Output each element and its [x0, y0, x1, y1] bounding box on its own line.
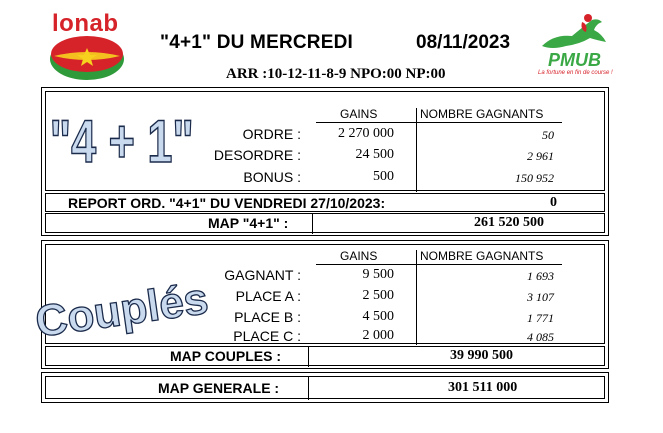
map-quatre-plus-un-value: 261 520 500	[474, 215, 544, 230]
row-label: GAGNANT :	[224, 267, 301, 283]
row-gagnants: 1 693	[527, 269, 554, 283]
row-gains: 500	[373, 169, 394, 184]
map-couples-value: 39 990 500	[450, 348, 513, 363]
row-gagnants: 3 107	[527, 290, 554, 304]
horse-rider-icon	[532, 12, 618, 54]
map-generale-label: MAP GENERALE :	[158, 380, 280, 396]
map-quatre-plus-un-divider	[312, 214, 313, 234]
row-label: PLACE C :	[233, 328, 301, 344]
pmub-logo	[532, 12, 618, 78]
row-label: DESORDRE :	[213, 147, 301, 163]
row-label: ORDRE :	[242, 126, 301, 142]
row-gains: 2 270 000	[338, 126, 394, 141]
page-title: "4+1" DU MERCREDI	[160, 32, 353, 53]
row-gains: 4 500	[362, 309, 394, 324]
lonab-logo-text: lonab	[52, 10, 119, 37]
map-generale-row	[45, 376, 605, 399]
map-generale-divider	[308, 377, 309, 400]
col-nombre-gagnants: NOMBRE GAGNANTS	[420, 107, 544, 121]
map-quatre-plus-un-label: MAP "4+1" :	[208, 215, 289, 231]
couples-emblem-text: Couplés	[32, 274, 212, 347]
couples-header-rule	[316, 264, 562, 265]
row-label: PLACE B :	[234, 309, 301, 325]
report-label: REPORT ORD. "4+1" DU VENDREDI 27/10/2023:	[68, 195, 386, 211]
quatre-plus-un-section	[41, 87, 609, 236]
report-row	[45, 193, 605, 212]
row-gains: 24 500	[355, 147, 394, 162]
col-gains: GAINS	[340, 249, 378, 263]
row-label: BONUS :	[243, 169, 301, 185]
quatre-plus-un-results-box	[45, 91, 605, 191]
page-date: 08/11/2023	[416, 32, 511, 53]
couples-results-box	[32, 244, 605, 347]
row-gagnants: 1 771	[527, 311, 554, 325]
map-couples-label: MAP COUPLES :	[170, 348, 281, 364]
row-gagnants: 2 961	[527, 149, 554, 163]
couples-col-divider	[416, 250, 417, 345]
row-gagnants: 150 952	[515, 171, 554, 185]
quatre-plus-un-col-divider	[416, 108, 417, 192]
couples-emblem	[32, 255, 212, 347]
row-gains: 2 000	[362, 328, 394, 343]
map-couples-row	[45, 346, 605, 366]
map-generale-value: 301 511 000	[448, 380, 518, 395]
col-gains: GAINS	[340, 107, 378, 121]
quatre-plus-un-emblem	[49, 104, 194, 176]
row-gains: 2 500	[362, 288, 394, 303]
row-gagnants: 50	[542, 128, 554, 142]
row-label: PLACE A :	[235, 288, 301, 304]
report-value: 0	[550, 195, 557, 210]
couples-section	[32, 240, 609, 369]
col-nombre-gagnants: NOMBRE GAGNANTS	[420, 249, 544, 263]
quatre-plus-un-header-rule	[316, 122, 562, 123]
map-couples-divider	[308, 347, 309, 367]
pmub-logo-tagline: La fortune en fin de course !	[538, 70, 613, 76]
row-gains: 9 500	[362, 267, 394, 282]
row-gagnants: 4 085	[527, 330, 554, 344]
pmub-logo-text: PMUB	[548, 50, 601, 70]
lonab-logo	[46, 10, 128, 82]
map-quatre-plus-un-row	[45, 213, 605, 233]
map-generale-section	[41, 372, 609, 403]
arrival-line: ARR :10-12-11-8-9 NPO:00 NP:00	[226, 66, 446, 82]
quatre-plus-un-emblem-text: "4 + 1"	[49, 108, 194, 176]
